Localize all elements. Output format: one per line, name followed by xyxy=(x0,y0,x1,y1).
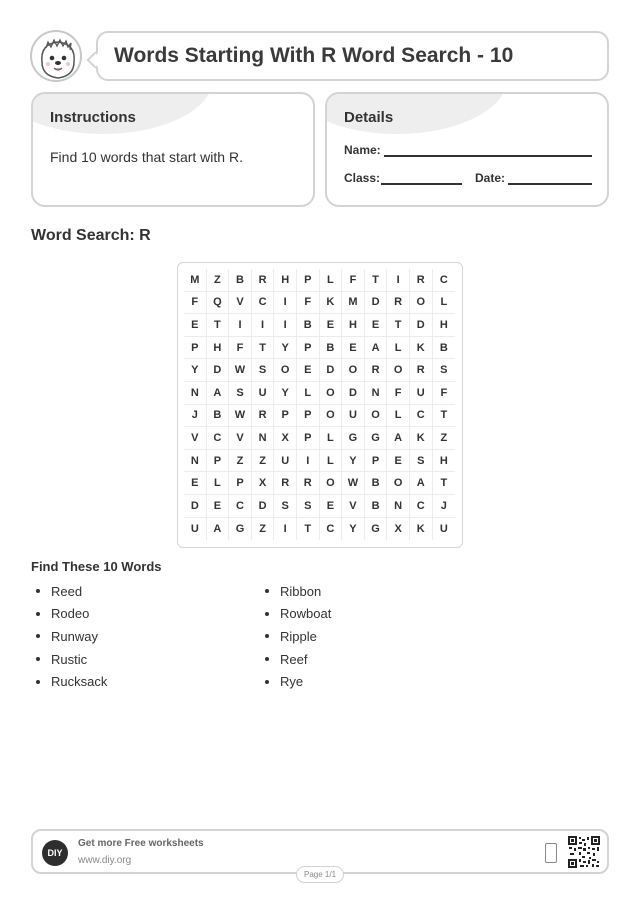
grid-cell: V xyxy=(229,427,252,450)
word-label: Rustic xyxy=(51,651,88,667)
grid-cell: Y xyxy=(274,382,297,405)
grid-cell: B xyxy=(320,337,343,360)
grid-cell: P xyxy=(274,405,297,428)
grid-cell: R xyxy=(252,269,275,292)
name-field[interactable] xyxy=(384,155,592,157)
grid-cell: R xyxy=(410,359,433,382)
bullet-icon xyxy=(265,612,269,616)
grid-cell: Z xyxy=(433,427,456,450)
grid-cell: C xyxy=(207,427,230,450)
word-label: Rucksack xyxy=(51,674,108,690)
grid-cell: P xyxy=(229,472,252,495)
grid-cell: O xyxy=(342,359,365,382)
grid-cell: L xyxy=(387,405,410,428)
grid-cell: C xyxy=(252,292,275,315)
grid-cell: Y xyxy=(342,518,365,541)
grid-cell: P xyxy=(297,427,320,450)
grid-cell: X xyxy=(274,427,297,450)
grid-cell: F xyxy=(433,382,456,405)
grid-cell: F xyxy=(229,337,252,360)
word-list-item xyxy=(36,670,107,693)
grid-cell: Z xyxy=(252,518,275,541)
grid-cell: C xyxy=(433,269,456,292)
word-list-item xyxy=(36,580,107,603)
grid-cell: N xyxy=(252,427,275,450)
grid-cell: I xyxy=(229,314,252,337)
details-card xyxy=(325,92,609,207)
word-label: Reed xyxy=(51,583,83,599)
grid-cell: S xyxy=(274,495,297,518)
grid-cell: R xyxy=(252,405,275,428)
grid-cell: L xyxy=(387,337,410,360)
grid-cell: T xyxy=(207,314,230,337)
grid-cell: K xyxy=(410,518,433,541)
grid-cell: B xyxy=(433,337,456,360)
grid-cell: R xyxy=(365,359,388,382)
grid-cells xyxy=(184,269,456,540)
bullet-icon xyxy=(36,634,40,638)
qr-code-icon[interactable] xyxy=(568,836,600,868)
grid-cell: Y xyxy=(274,337,297,360)
phone-icon xyxy=(545,843,557,863)
bullet-icon xyxy=(36,680,40,684)
word-search-title: Word Search: R xyxy=(31,227,151,244)
grid-cell: Q xyxy=(207,292,230,315)
grid-cell: D xyxy=(320,359,343,382)
grid-cell: G xyxy=(342,427,365,450)
grid-cell: R xyxy=(297,472,320,495)
grid-cell: T xyxy=(252,337,275,360)
grid-cell: P xyxy=(297,405,320,428)
grid-cell: E xyxy=(365,314,388,337)
grid-cell: S xyxy=(433,359,456,382)
grid-cell: H xyxy=(342,314,365,337)
grid-cell: U xyxy=(274,450,297,473)
grid-cell: R xyxy=(410,269,433,292)
word-label: Ribbon xyxy=(280,583,322,599)
grid-cell: O xyxy=(365,405,388,428)
grid-cell: F xyxy=(184,292,207,315)
grid-cell: W xyxy=(342,472,365,495)
grid-cell: O xyxy=(320,382,343,405)
grid-cell: G xyxy=(365,427,388,450)
grid-cell: P xyxy=(207,450,230,473)
grid-cell: I xyxy=(274,292,297,315)
grid-cell: Z xyxy=(229,450,252,473)
word-label: Runway xyxy=(51,628,98,644)
word-list-left xyxy=(36,580,107,693)
word-list-item xyxy=(36,625,107,648)
footer-promo-text: Get more Free worksheets xyxy=(78,838,204,849)
grid-cell: S xyxy=(297,495,320,518)
bullet-icon xyxy=(36,589,40,593)
grid-cell: A xyxy=(387,427,410,450)
grid-cell: A xyxy=(410,472,433,495)
grid-cell: A xyxy=(207,382,230,405)
grid-cell: L xyxy=(320,269,343,292)
grid-cell: Y xyxy=(342,450,365,473)
grid-cell: H xyxy=(433,314,456,337)
grid-cell: G xyxy=(229,518,252,541)
grid-cell: N xyxy=(184,450,207,473)
grid-cell: E xyxy=(184,472,207,495)
grid-cell: Y xyxy=(184,359,207,382)
grid-cell: B xyxy=(365,472,388,495)
grid-cell: I xyxy=(274,518,297,541)
bullet-icon xyxy=(265,680,269,684)
grid-cell: X xyxy=(387,518,410,541)
grid-cell: L xyxy=(207,472,230,495)
grid-cell: L xyxy=(320,450,343,473)
grid-cell: E xyxy=(387,450,410,473)
grid-cell: E xyxy=(184,314,207,337)
page-title: Words Starting With R Word Search - 10 xyxy=(114,44,514,67)
grid-cell: U xyxy=(342,405,365,428)
page-indicator: Page 1/1 xyxy=(296,866,344,883)
class-field[interactable] xyxy=(381,183,462,185)
grid-cell: I xyxy=(252,314,275,337)
grid-cell: E xyxy=(342,337,365,360)
grid-cell: D xyxy=(342,382,365,405)
name-label: Name: xyxy=(344,143,381,157)
word-label: Rye xyxy=(280,674,304,690)
grid-cell: T xyxy=(297,518,320,541)
grid-cell: F xyxy=(297,292,320,315)
bullet-icon xyxy=(265,657,269,661)
grid-cell: V xyxy=(342,495,365,518)
word-label: Ripple xyxy=(280,628,317,644)
bullet-icon xyxy=(265,589,269,593)
grid-cell: W xyxy=(229,405,252,428)
grid-cell: D xyxy=(410,314,433,337)
word-label: Rodeo xyxy=(51,606,90,622)
grid-cell: C xyxy=(410,405,433,428)
grid-cell: D xyxy=(184,495,207,518)
grid-cell: O xyxy=(410,292,433,315)
grid-cell: K xyxy=(410,337,433,360)
grid-cell: N xyxy=(184,382,207,405)
grid-cell: L xyxy=(433,292,456,315)
grid-cell: C xyxy=(229,495,252,518)
grid-cell: T xyxy=(387,314,410,337)
grid-cell: F xyxy=(342,269,365,292)
grid-cell: W xyxy=(229,359,252,382)
grid-cell: H xyxy=(433,450,456,473)
grid-cell: O xyxy=(320,405,343,428)
grid-cell: P xyxy=(297,337,320,360)
grid-cell: P xyxy=(184,337,207,360)
word-list-title: Find These 10 Words xyxy=(31,559,162,574)
grid-cell: E xyxy=(320,495,343,518)
grid-cell: I xyxy=(297,450,320,473)
grid-cell: E xyxy=(207,495,230,518)
grid-cell: U xyxy=(439,522,448,535)
grid-cell: T xyxy=(433,405,456,428)
grid-cell: D xyxy=(252,495,275,518)
grid-cell: T xyxy=(365,269,388,292)
grid-cell: P xyxy=(365,450,388,473)
grid-cell: T xyxy=(433,472,456,495)
grid-cell: C xyxy=(410,495,433,518)
grid-cell: R xyxy=(387,292,410,315)
bullet-icon xyxy=(36,657,40,661)
grid-cell: S xyxy=(252,359,275,382)
bullet-icon xyxy=(265,634,269,638)
word-list-right xyxy=(265,580,331,693)
title-box xyxy=(96,31,609,81)
grid-cell: F xyxy=(387,382,410,405)
grid-cell: S xyxy=(410,450,433,473)
word-label: Reef xyxy=(280,651,308,667)
instructions-card xyxy=(31,92,315,207)
grid-cell: L xyxy=(297,382,320,405)
word-list-item xyxy=(36,648,107,671)
grid-cell: B xyxy=(207,405,230,428)
grid-cell: O xyxy=(320,472,343,495)
grid-cell: V xyxy=(229,292,252,315)
grid-cell: U xyxy=(252,382,275,405)
grid-cell: B xyxy=(365,495,388,518)
word-list-item xyxy=(265,625,331,648)
word-list-item xyxy=(265,670,331,693)
grid-cell: J xyxy=(184,405,207,428)
details-heading: Details xyxy=(344,109,394,126)
grid-cell: R xyxy=(274,472,297,495)
grid-cell: N xyxy=(365,382,388,405)
grid-cell: A xyxy=(207,518,230,541)
grid-cell: B xyxy=(229,269,252,292)
grid-cell: U xyxy=(410,382,433,405)
mascot-icon xyxy=(30,30,82,82)
grid-cell: O xyxy=(387,472,410,495)
grid-cell: Z xyxy=(207,269,230,292)
grid-cell: M xyxy=(184,269,207,292)
grid-cell: M xyxy=(342,292,365,315)
word-label: Rowboat xyxy=(280,606,332,622)
grid-cell: Z xyxy=(252,450,275,473)
grid-cell: L xyxy=(320,427,343,450)
grid-cell: I xyxy=(387,269,410,292)
grid-cell: J xyxy=(433,495,456,518)
grid-cell: U xyxy=(184,518,207,541)
word-list-item xyxy=(265,603,331,626)
word-search-grid xyxy=(177,262,463,548)
grid-cell: O xyxy=(274,359,297,382)
grid-cell: B xyxy=(297,314,320,337)
grid-cell: V xyxy=(184,427,207,450)
bullet-icon xyxy=(36,612,40,616)
grid-cell: H xyxy=(274,269,297,292)
grid-cell: K xyxy=(320,292,343,315)
grid-cell: P xyxy=(297,269,320,292)
grid-cell: C xyxy=(320,518,343,541)
grid-cell: E xyxy=(297,359,320,382)
grid-cell: S xyxy=(229,382,252,405)
footer-url-link[interactable]: www.diy.org xyxy=(78,855,132,866)
word-list-item xyxy=(265,648,331,671)
class-label: Class: xyxy=(344,171,381,185)
grid-cell: D xyxy=(365,292,388,315)
grid-cell: N xyxy=(387,495,410,518)
instructions-text: Find 10 words that start with R. xyxy=(50,149,243,165)
word-list-item xyxy=(36,603,107,626)
date-label: Date: xyxy=(475,171,506,185)
grid-cell: A xyxy=(365,337,388,360)
grid-cell: G xyxy=(365,518,388,541)
grid-cell: D xyxy=(207,359,230,382)
grid-cell: K xyxy=(410,427,433,450)
instructions-heading: Instructions xyxy=(50,109,136,126)
grid-cell: X xyxy=(252,472,275,495)
date-field[interactable] xyxy=(508,183,592,185)
grid-cell: H xyxy=(207,337,230,360)
word-list-item xyxy=(265,580,331,603)
grid-cell: E xyxy=(320,314,343,337)
diy-logo-icon[interactable]: DIY xyxy=(42,840,68,866)
grid-cell: I xyxy=(274,314,297,337)
grid-cell: O xyxy=(387,359,410,382)
